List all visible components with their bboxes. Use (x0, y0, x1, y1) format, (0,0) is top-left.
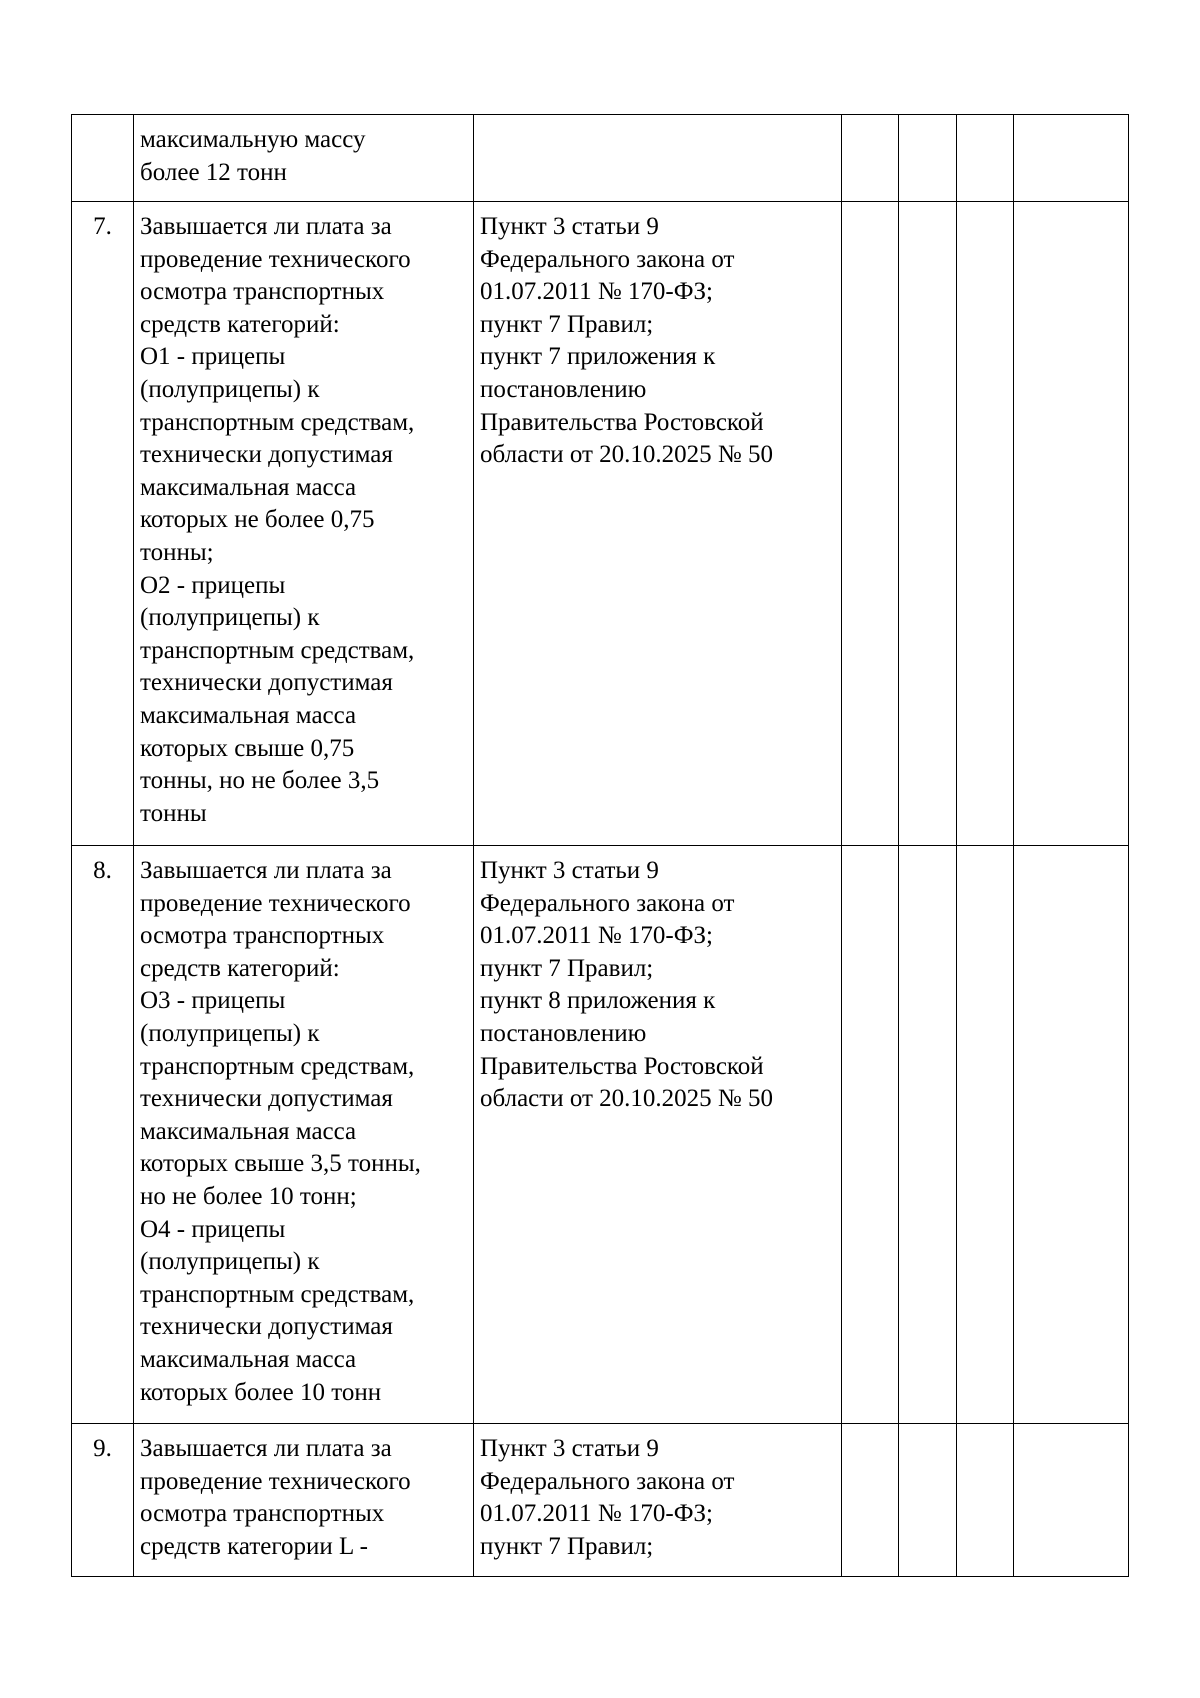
answer-na-cell (957, 846, 1014, 1424)
checklist-table (71, 114, 1129, 1577)
question-text: Завышается ли плата за проведение технического осмотра транспортных средств категорий: O1 - прицепы (полуприцепы) к транспортным средствам, технически допустимая максимальная масса которых не более 0,75 тонны; O2 - прицепы (полуприцепы) к транспортным средствам, технически допустимая максимальная масса которых свыше 0,75 тонны, но не более 3,5 тонны (134, 202, 474, 846)
note-cell (1014, 202, 1129, 846)
legal-reference: Пункт 3 статьи 9 Федерального закона от 01.07.2011 № 170-ФЗ; пункт 7 Правил; пункт 8 приложения к постановлению Правительства Ростовской области от 20.10.2025 № 50 (474, 846, 842, 1424)
table-row (72, 1424, 1129, 1577)
answer-yes-cell (842, 1424, 899, 1577)
answer-yes-cell (842, 846, 899, 1424)
table-row (72, 115, 1129, 202)
table-row (72, 846, 1129, 1424)
legal-reference: Пункт 3 статьи 9 Федерального закона от 01.07.2011 № 170-ФЗ; пункт 7 Правил; (474, 1424, 842, 1577)
table-row (72, 202, 1129, 846)
answer-yes-cell (842, 202, 899, 846)
answer-no-cell (899, 1424, 957, 1577)
answer-no-cell (899, 846, 957, 1424)
row-number: 7. (72, 202, 134, 846)
answer-na-cell (957, 1424, 1014, 1577)
note-cell (1014, 846, 1129, 1424)
row-number (72, 115, 134, 202)
answer-na-cell (957, 115, 1014, 202)
row-number: 9. (72, 1424, 134, 1577)
row-number: 8. (72, 846, 134, 1424)
question-text: Завышается ли плата за проведение технического осмотра транспортных средств категории L - (134, 1424, 474, 1577)
answer-yes-cell (842, 115, 899, 202)
note-cell (1014, 115, 1129, 202)
legal-reference (474, 115, 842, 202)
answer-na-cell (957, 202, 1014, 846)
question-text: максимальную массу более 12 тонн (134, 115, 474, 202)
question-text: Завышается ли плата за проведение технического осмотра транспортных средств категорий: O3 - прицепы (полуприцепы) к транспортным средствам, технически допустимая максимальная масса которых свыше 3,5 тонны, но не более 10 тонн; O4 - прицепы (полуприцепы) к транспортным средствам, технически допустимая максимальная масса которых более 10 тонн (134, 846, 474, 1424)
note-cell (1014, 1424, 1129, 1577)
legal-reference: Пункт 3 статьи 9 Федерального закона от 01.07.2011 № 170-ФЗ; пункт 7 Правил; пункт 7 приложения к постановлению Правительства Ростовской области от 20.10.2025 № 50 (474, 202, 842, 846)
answer-no-cell (899, 115, 957, 202)
answer-no-cell (899, 202, 957, 846)
